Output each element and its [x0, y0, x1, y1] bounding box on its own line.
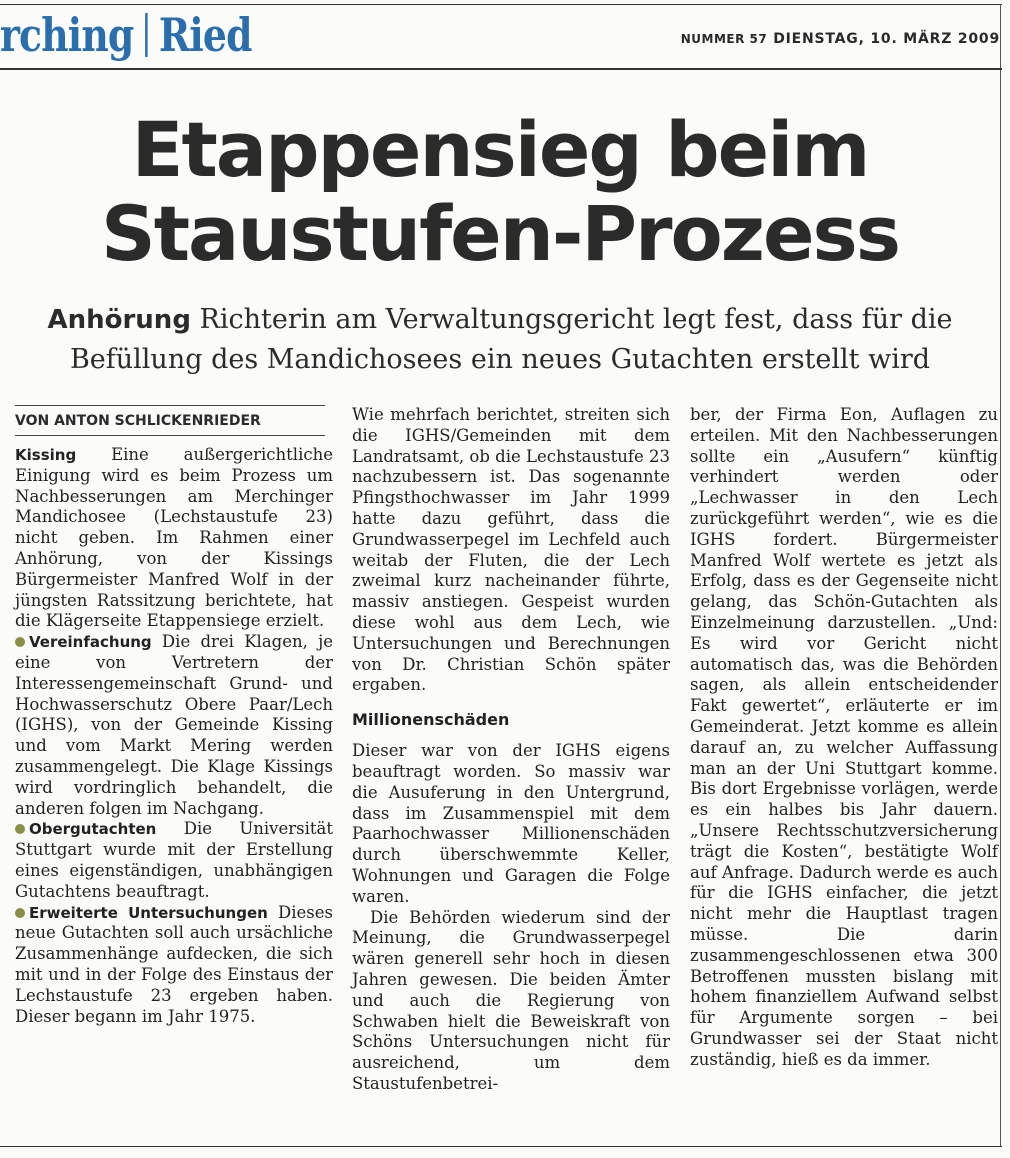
paragraph-obergutachten-text: Die Universität Stuttgart wurde mit der Erstellung eines eigenständigen, unabhängigen Gutachtens beauftragt.	[15, 819, 333, 901]
column-3	[690, 405, 998, 1071]
bullet-label-untersuchungen: Erweiterte Untersuchungen	[29, 903, 268, 922]
paragraph-background: Wie mehrfach berichtet, streiten sich die IGHS/Gemeinden mit dem Landratsamt, ob die Lechstaustufe 23 nachzubessern ist. Das sogenannte Pfingsthochwasser im Jahr 1999 hatte dazu geführt, dass die Grundwasserpegel im Lechfeld auch weitab der Fluten, die der Lech zweimal kurz nacheinander führte, massiv anstiegen. Gespeist wurden diese wohl aus dem Lech, wie Untersuchungen und Berechnungen von Dr. Christian Schön später ergaben.	[352, 405, 670, 695]
issue-number: NUMMER 57	[680, 32, 768, 46]
headline-line-1: Etappensieg beim	[131, 105, 869, 194]
headline-line-2: Staustufen-Prozess	[100, 189, 900, 278]
dateline-location: Kissing	[15, 446, 77, 464]
subhead-text: Richterin am Verwaltungsgericht legt fest, dass für die Befüllung des Mandichosees ein neues Gutachten erstellt wird	[69, 304, 953, 375]
masthead-rule	[0, 68, 1002, 70]
section-heading: Millionenschäden	[352, 710, 510, 730]
paragraph-intro	[15, 445, 333, 632]
paragraph-untersuchungen	[15, 903, 333, 1028]
bullet-dot-icon	[15, 908, 25, 918]
byline: VON ANTON SCHLICKENRIEDER	[15, 405, 325, 436]
dateline	[681, 28, 1000, 49]
column-1	[15, 405, 333, 1027]
bullet-dot-icon	[15, 637, 25, 647]
paragraph-damages: Dieser war von der IGHS eigens beauftragt worden. So massiv war die Ausuferung in den Untergrund, dass im Zusammenspiel mit dem Paarhochwasser Millionenschäden durch überschwemmte Keller, Wohnungen und Garagen die Folge waren.	[352, 741, 670, 906]
masthead-logo	[0, 6, 252, 64]
masthead-left: rching	[0, 8, 134, 62]
right-edge-rule	[1000, 4, 1001, 1146]
issue-date: DIENSTAG, 10. MÄRZ 2009	[773, 31, 1000, 47]
column-2	[352, 405, 670, 1095]
headline	[0, 105, 1000, 278]
bottom-rule	[0, 1146, 1002, 1147]
top-rule	[0, 4, 1002, 5]
paragraph-obergutachten	[15, 819, 333, 902]
paragraph-authorities: Die Behörden wiederum sind der Meinung, die Grundwasserpegel wären generell sehr hoch in diesen Jahren gewesen. Die beiden Ämter und auch die Regierung von Schwaben hielt die Beweiskraft von Schöns Untersuchungen nicht für ausreichend, um dem Staustufenbetrei-	[352, 907, 670, 1093]
paragraph-vereinfachung	[15, 632, 333, 819]
paragraph-vereinfachung-text: Die drei Klagen, je eine von Vertretern der Interessengemeinschaft Grund- und Hochwasserschutz Obere Paar/Lech (IGHS), von der Gemeinde Kissing und vom Markt Mering werden zusammengelegt. Die Klage Kissings wird vordringlich behandelt, die anderen folgen im Nachgang.	[15, 632, 333, 818]
masthead-right: Ried	[158, 8, 252, 62]
subheadline	[30, 300, 970, 380]
paragraph-untersuchungen-text: Dieses neue Gutachten soll auch ursächliche Zusammenhänge aufdecken, die sich mit und in der Folge des Einstaus der Lechstaustufe 23 ergeben haben. Dieser begann im Jahr 1975.	[15, 902, 333, 1026]
paragraph-intro-text: Eine außergerichtliche Einigung wird es beim Prozess um Nachbesserungen am Merchinger Mandichosee (Lechstaustufe 23) nicht geben. Im Rahmen einer Anhörung, von der Kissings Bürgermeister Manfred Wolf in der jüngsten Ratssitzung berichtete, hat die Klägerseite Etappensiege erzielt.	[15, 445, 333, 631]
subhead-kicker: Anhörung	[47, 305, 191, 335]
masthead-separator	[145, 13, 147, 57]
bullet-label-obergutachten: Obergutachten	[29, 820, 157, 839]
bullet-dot-icon	[15, 824, 25, 834]
bullet-label-vereinfachung: Vereinfachung	[29, 633, 152, 652]
paragraph-conclusion: ber, der Firma Eon, Auflagen zu erteilen. Mit den Nachbesserungen sollte ein „Ausufern“ künftig verhindert werden oder „Lechwasser in den Lech zurückgeführt werden“, wie es die IGHS fordert. Bürgermeister Manfred Wolf wertete es jetzt als Erfolg, dass es der Gegenseite nicht gelang, das Schön-Gutachten als Einzelmeinung darzustellen. „Und: Es wird vor Gericht nicht automatisch das, was die Behörden sagen, als allein entscheidender Fakt gewertet“, erläuterte er im Gemeinderat. Jetzt komme es allein darauf an, zu welcher Auffassung man an der Uni Stuttgart komme. Bis dort Ergebnisse vorlägen, werde es ein halbes bis Jahr dauern. „Unsere Rechtsschutzversicherung trägt die Kosten“, bestätigte Wolf auf Anfrage. Dadurch werde es auch für die IGHS einfacher, die jetzt nicht mehr die Hauptlast tragen müsse. Die darin zusammengeschlossenen etwa 300 Betroffenen mussten bislang mit hohem finanziellem Aufwand selbst für Argumente sorgen – bei Grundwasser sei der Staat nicht zuständig, hieß es da immer.	[690, 405, 998, 1069]
